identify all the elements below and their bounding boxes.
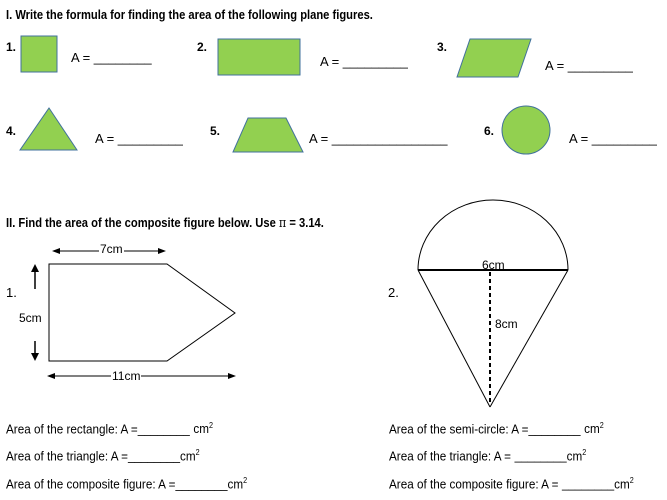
q1-triangle-exp: 2 [195,448,200,457]
q2-composite-exp: 2 [629,476,634,485]
item-5-number: 5. [210,124,221,138]
height-label: 8cm [495,317,518,331]
item-4-number: 4. [6,124,17,138]
q2-composite-area [389,476,634,491]
q1-triangle-text: Area of the triangle: A = [6,448,128,464]
q2-semicircle-text: Area of the semi-circle: A = [389,421,529,437]
q1-triangle-area [6,448,200,463]
item-3-answer: A = _________ [545,58,633,73]
q1-triangle-blank[interactable]: ________ [127,448,181,464]
section-1-heading: I. Write the formula for finding the area of the following plane figures. [6,7,373,22]
q1-composite-area [6,476,247,491]
cone-left-side [418,270,490,407]
q1-rectangle-unit: cm [193,421,209,437]
q1-composite-exp: 2 [243,476,248,485]
q2-semicircle-blank[interactable]: ________ [528,421,581,437]
pi-value: = 3.14. [286,215,324,230]
side-dimension-label: 5cm [19,311,42,325]
item-1-answer: A = ________ [71,50,152,65]
item-2-number: 2. [197,40,208,54]
item-2-answer: A = _________ [320,54,408,69]
section-2-heading-text: II. Find the area of the composite figure below. Use [6,215,279,230]
q1-triangle-unit: cm [180,448,196,464]
item-6-answer: A = _________ [569,131,657,146]
q2-composite-text: Area of the composite figure: A = [389,476,559,492]
q1-rectangle-blank[interactable]: ________ [137,421,190,437]
q2-composite-blank[interactable]: ________ [562,476,615,492]
q1-composite-text: Area of the composite figure: A = [6,476,176,492]
q1-rectangle-exp: 2 [208,421,213,430]
pi-symbol: π [278,216,287,231]
top-dimension-label: 7cm [100,242,123,256]
item-3-number: 3. [437,40,448,54]
figure-1-number: 1. [6,285,17,300]
q2-semicircle-area [389,421,604,436]
q2-triangle-area [389,448,586,463]
q1-composite-blank[interactable]: ________ [175,476,228,492]
q2-triangle-blank[interactable]: ________ [514,448,567,464]
q2-triangle-text: Area of the triangle: A = [389,448,511,464]
item-1-number: 1. [6,40,17,54]
diameter-label: 6cm [482,258,505,272]
q2-triangle-exp: 2 [582,448,587,457]
item-4-answer: A = _________ [95,131,183,146]
figure-2-number: 2. [388,285,399,300]
cone-right-side [490,270,568,407]
q2-composite-unit: cm [614,476,630,492]
item-5-answer: A = ________________ [309,131,448,146]
bottom-dimension-label: 11cm [112,369,141,383]
q1-rectangle-area [6,421,213,436]
q2-semicircle-exp: 2 [599,421,604,430]
item-6-number: 6. [484,124,495,138]
q1-rectangle-text: Area of the rectangle: A = [6,421,138,437]
q1-composite-unit: cm [227,476,244,492]
q2-semicircle-unit: cm [584,421,600,437]
q2-triangle-unit: cm [566,448,583,464]
